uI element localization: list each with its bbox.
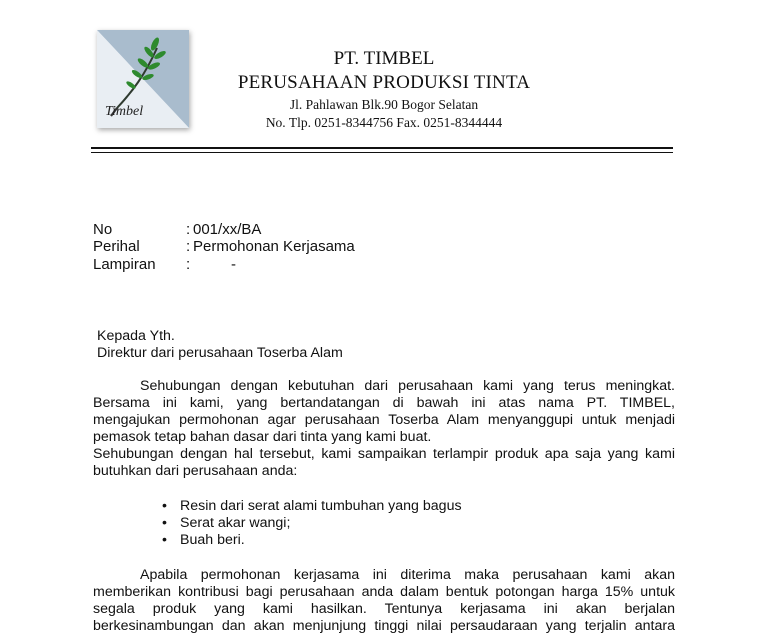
list-item-text: Resin dari serat alami tumbuhan yang bagus (180, 498, 462, 514)
meta-label: Lampiran (93, 256, 156, 273)
body-line: pemasok tetap bahan dasar dari tinta yang kami buat. (93, 429, 432, 445)
body-line: Bersama ini kami, yang bertandatangan di bawah ini atas nama PT. TIMBEL, (93, 395, 675, 411)
recipient-greeting: Kepada Yth. (97, 328, 175, 344)
letterhead-divider-thin (91, 152, 673, 153)
meta-value: 001/xx/BA (193, 221, 262, 238)
company-type: PERUSAHAAN PRODUKSI TINTA (237, 72, 531, 93)
body-line: Sehubungan dengan kebutuhan dari perusahaan kami yang terus meningkat. (140, 378, 675, 394)
recipient-name: Direktur dari perusahaan Toserba Alam (97, 345, 343, 361)
body-line: Sehubungan dengan hal tersebut, kami sampaikan terlampir produk apa saja yang kami (93, 446, 675, 462)
meta-colon: : (186, 238, 191, 255)
bullet-icon: • (162, 515, 167, 531)
logo-text: Timbel (105, 104, 144, 119)
bullet-icon: • (162, 532, 167, 548)
body-line: Apabila permohonan kerjasama ini diterima maka perusahaan kami akan (140, 567, 675, 583)
body-line: berkesinambungan dan akan menjunjung tinggi nilai persaudaraan yang terjalin antara (93, 618, 675, 634)
letterhead-divider-thick (91, 147, 673, 149)
company-phone-fax: No. Tlp. 0251-8344756 Fax. 0251-8344444 (265, 115, 503, 130)
meta-label: Perihal (93, 238, 140, 255)
bullet-icon: • (162, 498, 167, 514)
company-name: PT. TIMBEL (333, 48, 435, 69)
meta-colon: : (186, 256, 191, 273)
list-item-text: Serat akar wangi; (180, 515, 291, 531)
meta-label: No (93, 221, 113, 238)
meta-colon: : (186, 221, 191, 238)
body-line: mengajukan permohonan agar perusahaan Toserba Alam menyanggupi untuk menjadi (93, 412, 675, 428)
body-line: memberikan kontribusi bagi perusahaan anda dalam bentuk potongan harga 15% untuk (93, 584, 675, 600)
meta-value: Permohonan Kerjasama (193, 238, 355, 255)
company-address: Jl. Pahlawan Blk.90 Bogor Selatan (289, 97, 479, 112)
list-item-text: Buah beri. (180, 532, 245, 548)
body-line: butuhkan dari perusahaan anda: (93, 463, 298, 479)
body-line: segala produk yang kami hasilkan. Tentunya kerjasama ini akan berjalan (93, 601, 675, 617)
meta-value: - (231, 256, 236, 273)
company-logo (97, 30, 189, 128)
